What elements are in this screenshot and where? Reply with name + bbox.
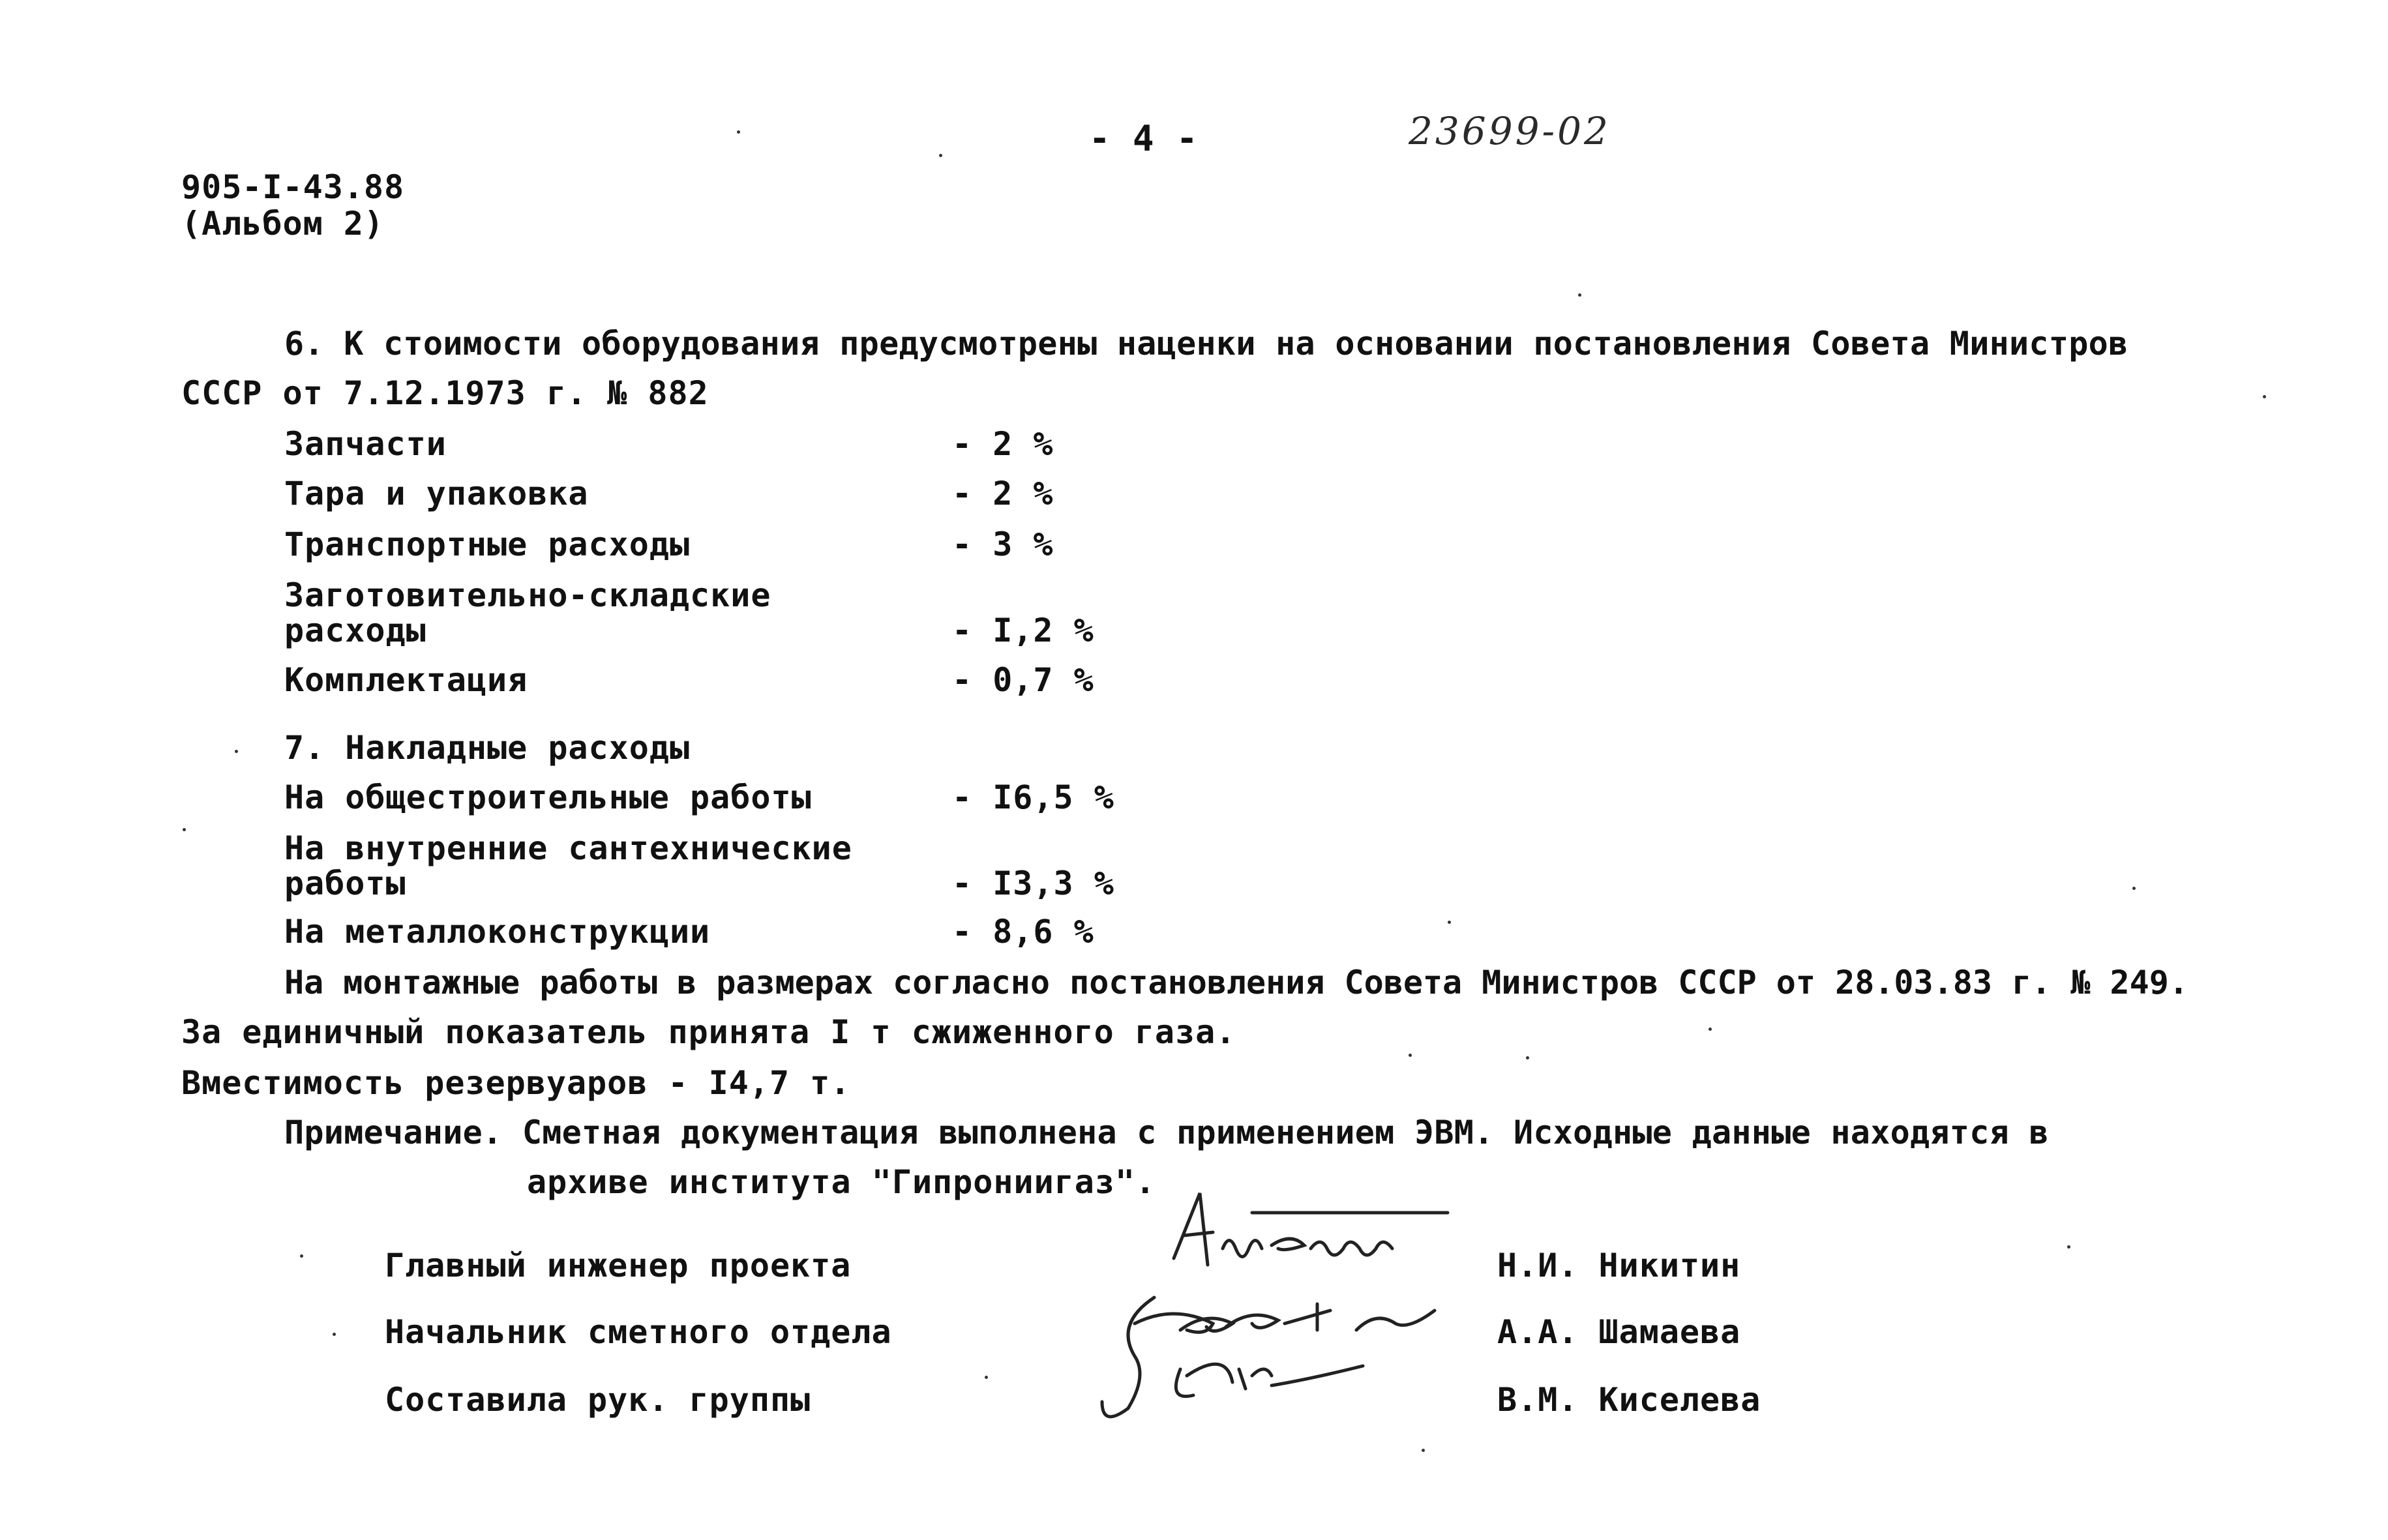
page-number: - 4 - (1089, 118, 1199, 159)
item-label: Тара и упаковка (284, 475, 589, 512)
note-line2: архиве института "Гипрониигаз". (527, 1163, 1156, 1201)
section7-title: 7. Накладные расходы (284, 729, 691, 767)
section6-intro-line1: 6. К стоимости оборудования предусмотрены наценки на основании постановления Совета Министров (284, 325, 2128, 363)
signature-name: В.М. Киселева (1497, 1381, 1761, 1419)
item-value: - I3,3 % (952, 865, 1114, 902)
montage-paragraph: На монтажные работы в размерах согласно постановления Совета Министров СССР от 28.03.83 г. № 249. (284, 964, 2188, 1001)
item-value: - 2 % (952, 475, 1054, 512)
item-label: Транспортные расходы (284, 526, 691, 563)
signature-role: Начальник сметного отдела (385, 1313, 892, 1351)
item-value: - 3 % (952, 526, 1054, 563)
note-line1: Примечание. Сметная документация выполнена с применением ЭВМ. Исходные данные находятся в (284, 1114, 2049, 1151)
signature-name: А.А. Шамаева (1497, 1313, 1741, 1351)
item-label: Комплектация (284, 661, 528, 699)
item-label-line1: Заготовительно-складские (284, 576, 771, 614)
signature-name: Н.И. Никитин (1497, 1247, 1741, 1284)
item-label-line1: На внутренние сантехнические (284, 829, 852, 867)
signature-shamaeva-image (1056, 1271, 1448, 1421)
unit-paragraph: За единичный показатель принята I т сжиженного газа. (181, 1013, 1236, 1051)
signature-role: Составила рук. группы (385, 1381, 811, 1419)
album-label: (Альбом 2) (181, 205, 385, 243)
item-value: - I6,5 % (952, 778, 1114, 816)
item-label-line2: работы (284, 865, 406, 902)
item-value: - I,2 % (952, 612, 1094, 649)
item-label-line2: расходы (284, 612, 426, 649)
item-value: - 2 % (952, 425, 1054, 463)
item-value: - 0,7 % (952, 661, 1094, 699)
doc-code: 905-I-43.88 (181, 168, 405, 206)
signature-role: Главный инженер проекта (385, 1247, 852, 1284)
signature-nikitin-image (1161, 1187, 1461, 1284)
section6-intro-line2: СССР от 7.12.1973 г. № 882 (181, 374, 709, 412)
handwritten-code: 23699-02 (1409, 109, 1611, 153)
item-label: Запчасти (284, 425, 447, 463)
capacity-paragraph: Вместимость резервуаров - I4,7 т. (181, 1064, 851, 1102)
item-label: На металлоконструкции (284, 913, 711, 951)
item-value: - 8,6 % (952, 913, 1094, 951)
item-label: На общестроительные работы (284, 778, 812, 816)
